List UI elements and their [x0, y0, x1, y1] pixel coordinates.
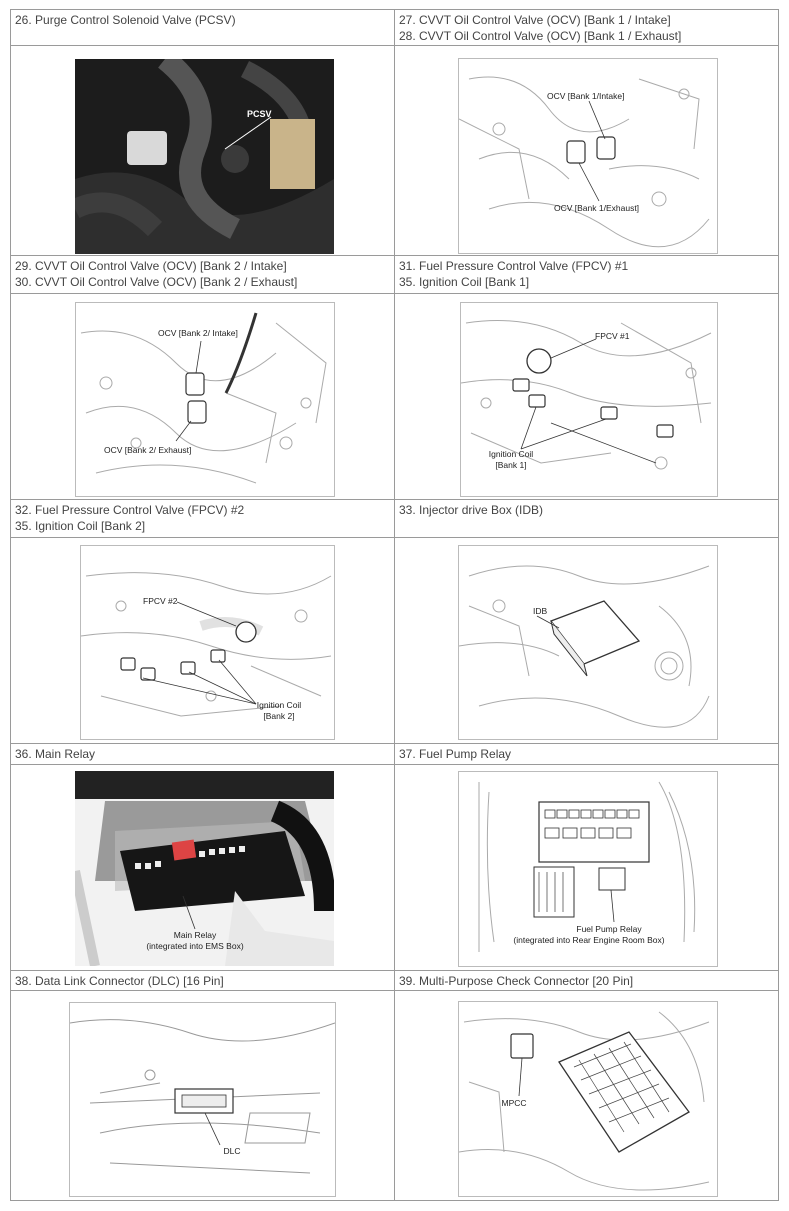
pcsv-callout: PCSV [247, 109, 272, 119]
dlc-callout: DLC [223, 1146, 241, 1156]
row3-left-header [10, 499, 395, 538]
fuel-pump-relay-callout-line1: Fuel Pump Relay [576, 924, 642, 934]
main-relay-callout-line2: (integrated into EMS Box) [146, 941, 244, 951]
row1-right-line1: 27. CVVT Oil Control Valve (OCV) [Bank 1 / Intake] [399, 13, 671, 27]
row3-left-line2: 35. Ignition Coil [Bank 2] [15, 519, 146, 533]
row2-left-line2: 30. CVVT Oil Control Valve (OCV) [Bank 2 / Exhaust] [15, 275, 298, 289]
row2-right-line1: 31. Fuel Pressure Control Valve (FPCV) #1 [399, 259, 629, 273]
ocv-bank1-diagram [458, 58, 718, 254]
row3-left-line1: 32. Fuel Pressure Control Valve (FPCV) #2 [15, 503, 245, 517]
ocv-bank2-intake-callout: OCV [Bank 2/ Intake] [158, 328, 238, 338]
row5-right-header [394, 970, 779, 991]
row1-right-header [394, 9, 779, 46]
row3-right-line1: 33. Injector drive Box (IDB) [399, 503, 544, 517]
ignition-coil-bank2-callout-line1: Ignition Coil [256, 700, 302, 710]
mpcc-callout: MPCC [501, 1098, 527, 1108]
ignition-coil-bank2-callout-line2: [Bank 2] [263, 711, 295, 721]
row1-left-line1: 26. Purge Control Solenoid Valve (PCSV) [15, 13, 236, 27]
row5-left-header [10, 970, 395, 991]
row2-right-line2: 35. Ignition Coil [Bank 1] [399, 275, 530, 289]
main-relay-photo [75, 771, 334, 966]
row1-right-line2: 28. CVVT Oil Control Valve (OCV) [Bank 1 / Exhaust] [399, 29, 682, 43]
row2-right-header [394, 255, 779, 294]
row2-left-line1: 29. CVVT Oil Control Valve (OCV) [Bank 2 / Intake] [15, 259, 287, 273]
fpcv1-callout: FPCV #1 [595, 331, 630, 341]
main-relay-callout-line1: Main Relay [173, 930, 217, 940]
row4-left-line1: 36. Main Relay [15, 747, 96, 761]
pcsv-photo [75, 59, 334, 254]
fpcv2-callout: FPCV #2 [143, 596, 178, 606]
row4-left-header [10, 743, 395, 765]
fpcv1-ignition-bank1-diagram [460, 302, 718, 497]
ignition-coil-bank1-callout-line2: [Bank 1] [495, 460, 527, 470]
row2-left-header [10, 255, 395, 294]
fuel-pump-relay-callout-line2: (integrated into Rear Engine Room Box) [513, 935, 665, 945]
fpcv2-ignition-bank2-diagram [80, 545, 335, 740]
dlc-diagram [69, 1002, 336, 1197]
row5-right-line1: 39. Multi-Purpose Check Connector [20 Pin] [399, 974, 634, 988]
ocv-bank2-diagram [75, 302, 335, 497]
ocv-bank1-exhaust-callout: OCV [Bank 1/Exhaust] [554, 203, 640, 213]
ocv-bank1-intake-callout: OCV [Bank 1/Intake] [547, 91, 625, 101]
idb-diagram [458, 545, 718, 740]
mpcc-diagram [458, 1001, 718, 1197]
row1-left-header [10, 9, 395, 46]
row4-right-header [394, 743, 779, 765]
ocv-bank2-exhaust-callout: OCV [Bank 2/ Exhaust] [104, 445, 192, 455]
row3-right-header [394, 499, 779, 538]
ignition-coil-bank1-callout-line1: Ignition Coil [488, 449, 534, 459]
row5-left-line1: 38. Data Link Connector (DLC) [16 Pin] [15, 974, 224, 988]
fuel-pump-relay-diagram [458, 771, 718, 967]
row4-right-line1: 37. Fuel Pump Relay [399, 747, 512, 761]
idb-callout: IDB [533, 606, 548, 616]
